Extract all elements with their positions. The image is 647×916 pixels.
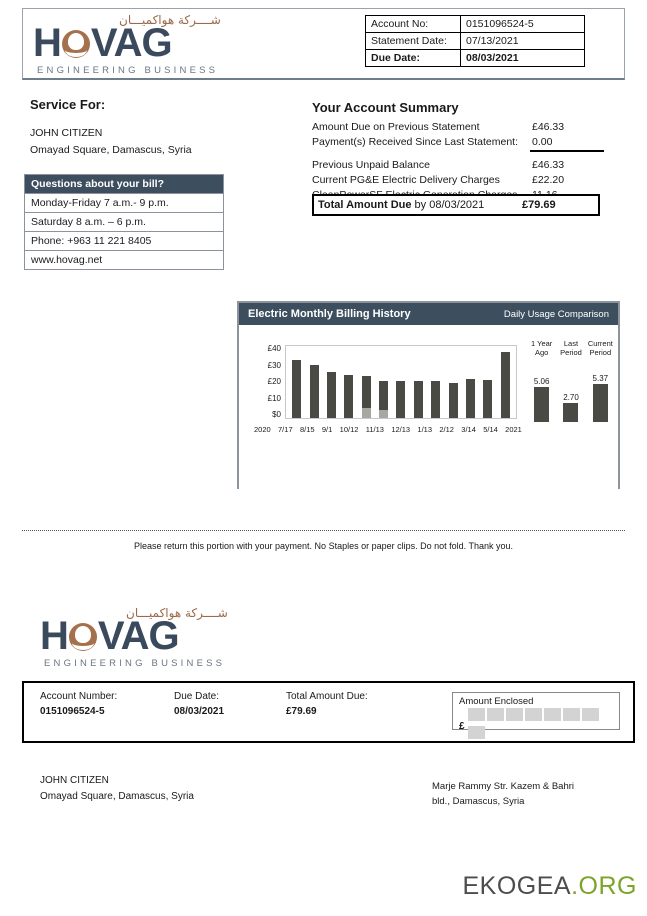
amount-entry-cells[interactable]	[468, 708, 619, 744]
daily-usage-comparison-chart	[527, 339, 615, 429]
watermark-tld: .ORG	[571, 872, 637, 900]
x-tick-label: 10/12	[339, 425, 359, 434]
amount-entry-cell[interactable]	[487, 708, 504, 721]
x-tick-label: 2020	[254, 425, 271, 434]
duc-column	[527, 360, 556, 422]
stub-due-label: Due Date:	[174, 691, 220, 702]
account-info-table	[365, 15, 585, 67]
total-label-bold: Total Amount Due	[318, 199, 412, 211]
bar	[310, 365, 319, 418]
summary-label: Previous Unpaid Balance	[312, 159, 430, 171]
table-row	[366, 50, 585, 67]
ekogea-watermark	[463, 872, 638, 901]
summary-title: Your Account Summary	[312, 100, 459, 115]
y-tick-label: £30	[267, 360, 281, 370]
stub-account-value: 0151096524-5	[40, 706, 105, 717]
total-amount-due-box	[312, 194, 600, 216]
billing-history-panel	[237, 301, 620, 489]
logo-tagline-footer: ENGINEERING BUSINESS	[44, 658, 226, 669]
stub-account-label: Account Number:	[40, 691, 118, 702]
x-tick-label: 2/12	[439, 425, 454, 434]
monthly-billing-bar-chart	[253, 345, 523, 445]
duc-bar	[534, 387, 549, 422]
x-tick-label: 5/14	[483, 425, 498, 434]
amount-enclosed-box[interactable]	[452, 692, 620, 730]
summary-value: £22.20	[532, 174, 565, 186]
amount-entry-cell[interactable]	[506, 708, 523, 721]
duc-category-label: Current Period	[587, 339, 613, 357]
table-row	[366, 33, 585, 50]
x-tick-label: 3/14	[461, 425, 476, 434]
bar-plot-area	[285, 345, 517, 419]
y-tick-label: £40	[267, 344, 281, 353]
service-for-title: Service For:	[30, 97, 106, 112]
bar-base-segment	[362, 408, 371, 418]
bar	[344, 375, 353, 418]
stub-due-date	[174, 691, 264, 717]
logo-letter-h-footer: H	[40, 614, 68, 658]
bar	[292, 360, 301, 418]
bar	[362, 376, 371, 418]
stub-customer-name: JOHN CITIZEN	[40, 775, 109, 786]
logo-letter-h: H	[33, 21, 61, 65]
duc-bar	[593, 384, 608, 422]
bar-base-segment	[379, 410, 388, 418]
stub-fields	[40, 691, 418, 717]
bar	[483, 380, 492, 418]
account-no-value: 0151096524-5	[461, 16, 585, 33]
summary-line	[312, 120, 604, 135]
header-panel	[22, 8, 625, 80]
chart-header	[239, 303, 618, 325]
phone-number: Phone: +963 11 221 8405	[25, 231, 223, 250]
summary-line	[312, 158, 604, 173]
stub-due-value: 08/03/2021	[174, 706, 225, 717]
duc-bar	[563, 403, 578, 422]
bar	[466, 379, 475, 418]
customer-address: Omayad Square, Damascus, Syria	[30, 144, 192, 156]
duc-value-label: 5.06	[533, 376, 550, 386]
amount-entry-cell[interactable]	[544, 708, 561, 721]
y-tick-label: £20	[267, 377, 281, 386]
summary-label: Amount Due on Previous Statement	[312, 121, 480, 133]
logo-arabic-text-footer: شــــركة هواكميـــان	[126, 606, 228, 620]
questions-box	[24, 174, 224, 270]
remit-address-line1: Marje Rammy Str. Kazem & Bahri	[432, 781, 575, 792]
x-tick-label: 9/1	[321, 425, 333, 434]
logo-wordmark-footer	[40, 616, 179, 656]
tear-off-note: Please return this portion with your payment. No Staples or paper clips. Do not fold. Thank you.	[133, 541, 514, 551]
amount-entry-cell[interactable]	[563, 708, 580, 721]
summary-value: £46.33	[532, 159, 565, 171]
duc-value-label: 2.70	[563, 393, 579, 403]
statement-date-label: Statement Date:	[366, 33, 461, 50]
website-url[interactable]: www.hovag.net	[25, 250, 223, 269]
duc-column	[586, 360, 615, 422]
duc-headers	[527, 339, 615, 357]
summary-line	[312, 135, 604, 153]
duc-category-label: 1 Year Ago	[531, 339, 553, 357]
logo-swirl-icon	[61, 29, 91, 59]
summary-value: £46.33	[532, 121, 565, 133]
x-tick-label: 7/17	[278, 425, 293, 434]
x-tick-label: 8/15	[299, 425, 315, 434]
bar	[414, 381, 423, 418]
total-label	[318, 199, 522, 211]
chart-body	[239, 325, 618, 489]
watermark-name: EKOGEA	[462, 872, 572, 900]
logo-swirl-icon-footer	[68, 622, 98, 652]
stub-total-label: Total Amount Due:	[286, 691, 368, 702]
bar	[501, 352, 510, 418]
bar	[396, 381, 405, 418]
table-row	[366, 16, 585, 33]
stub-total-due	[286, 691, 396, 717]
summary-label: Payment(s) Received Since Last Statement:	[312, 136, 519, 148]
summary-value: 0.00	[530, 135, 604, 152]
x-tick-label: 11/13	[365, 425, 384, 434]
summary-line	[312, 173, 604, 188]
duc-value-label: 5.37	[592, 374, 609, 384]
duc-column	[556, 360, 585, 422]
y-tick-label: $0	[272, 410, 281, 419]
hours-weekday: Monday-Friday 7 a.m.- 9 p.m.	[25, 193, 223, 212]
hours-saturday: Saturday 8 a.m. – 6 p.m.	[25, 212, 223, 231]
summary-label: Current PG&E Electric Delivery Charges	[312, 174, 500, 186]
chart-title: Electric Monthly Billing History	[248, 308, 411, 320]
customer-name: JOHN CITIZEN	[30, 127, 103, 139]
bar	[327, 372, 336, 418]
due-date-label: Due Date:	[366, 50, 461, 67]
logo-letters-vag-footer: VAG	[97, 614, 179, 658]
stub-account-number	[40, 691, 152, 717]
statement-date-value: 07/13/2021	[461, 33, 585, 50]
logo-tagline: ENGINEERING BUSINESS	[37, 65, 219, 76]
x-axis-ticks	[253, 425, 523, 434]
y-axis-ticks	[253, 345, 283, 419]
payment-stub	[22, 681, 635, 743]
amount-enclosed-label: Amount Enclosed	[459, 696, 534, 707]
amount-entry-cell[interactable]	[468, 708, 485, 721]
questions-box-header: Questions about your bill?	[25, 175, 223, 193]
amount-enclosed-row	[453, 707, 619, 744]
logo-letters-vag: VAG	[90, 21, 172, 65]
y-tick-label: £10	[267, 393, 281, 403]
total-value: £79.69	[522, 199, 556, 211]
amount-entry-cell[interactable]	[525, 708, 542, 721]
remit-address-line2: bld., Damascus, Syria	[432, 796, 525, 807]
x-tick-label: 12/13	[391, 425, 411, 434]
company-logo-footer	[30, 602, 245, 674]
bar	[431, 381, 440, 418]
chart-subtitle: Daily Usage Comparison	[503, 308, 609, 320]
amount-entry-cell[interactable]	[582, 708, 599, 721]
total-label-date: by 08/03/2021	[411, 199, 485, 211]
stub-customer-address: Omayad Square, Damascus, Syria	[40, 791, 194, 802]
bar	[379, 381, 388, 418]
duc-category-label: Last Period	[560, 339, 582, 357]
company-logo	[23, 9, 243, 81]
logo-arabic-text: شــــركة هواكميـــان	[119, 13, 221, 27]
account-no-label: Account No:	[366, 16, 461, 33]
tear-off-divider	[22, 530, 625, 531]
stub-total-value: £79.69	[286, 706, 317, 717]
duc-bars	[527, 360, 615, 422]
due-date-value: 08/03/2021	[461, 50, 585, 67]
bar	[449, 383, 458, 418]
x-tick-label: 1/13	[417, 425, 433, 434]
account-summary	[312, 100, 604, 211]
amount-entry-cell[interactable]	[468, 726, 485, 739]
currency-symbol: £	[459, 720, 465, 732]
logo-wordmark	[33, 23, 172, 63]
x-tick-label: 2021	[505, 425, 522, 434]
